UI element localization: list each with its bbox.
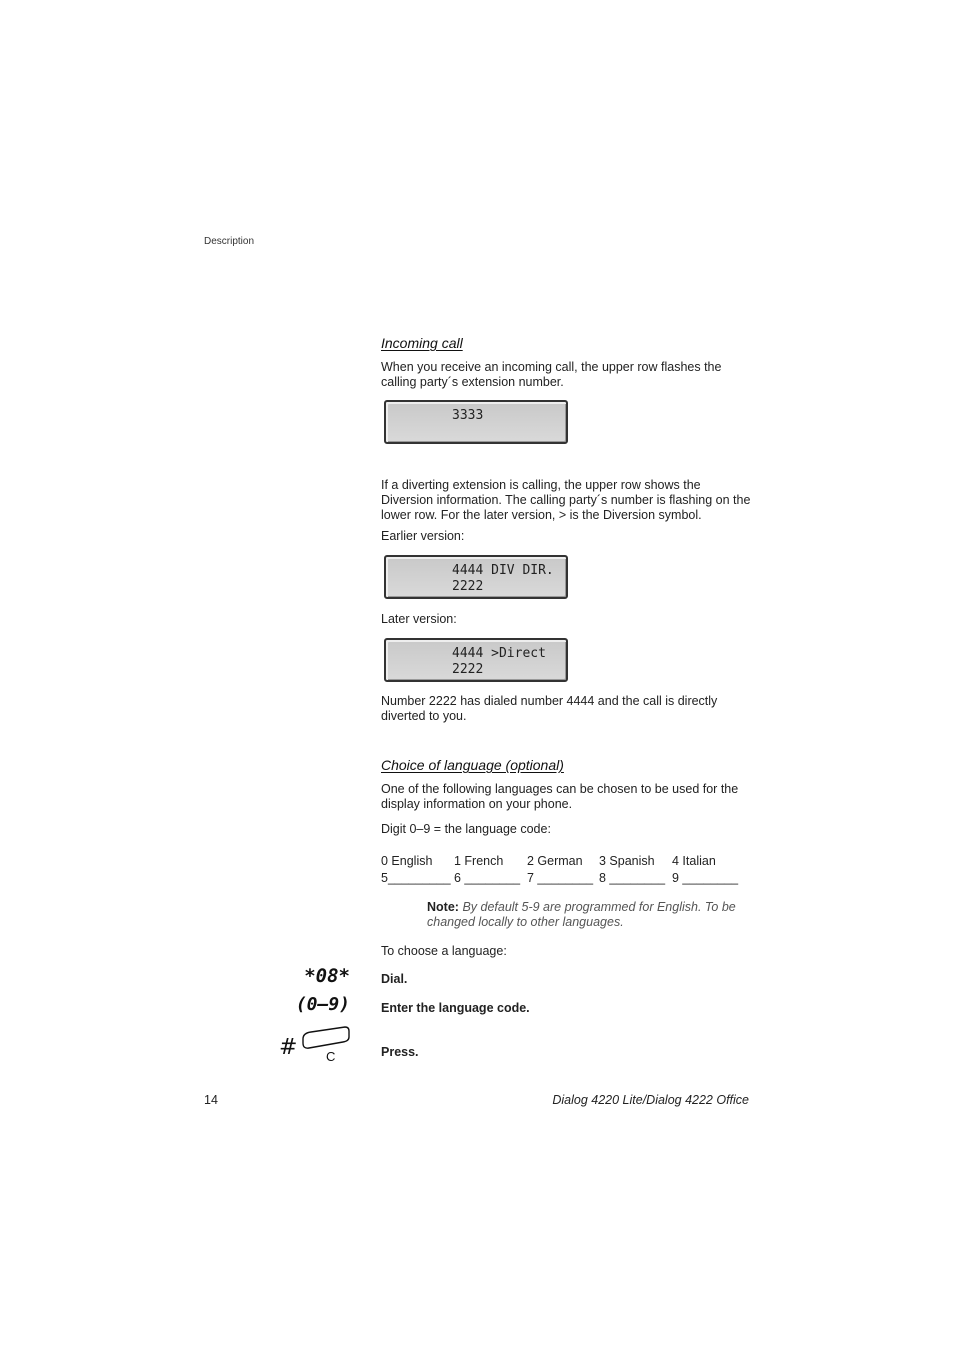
note — [427, 900, 747, 930]
display-line-1: 4444 DIV DIR. — [452, 563, 554, 578]
section-header: Description — [204, 236, 255, 247]
hash-key: # — [279, 1035, 298, 1060]
language-blank-9: 9 ________ — [672, 871, 739, 885]
language-code-0: 0 English — [381, 854, 433, 868]
language-blank-6: 6 ________ — [454, 871, 521, 885]
incoming-call-heading: Incoming call — [381, 335, 463, 351]
product-name: Dialog 4220 Lite/Dialog 4222 Office — [552, 1093, 749, 1107]
language-blank-8: 8 ________ — [599, 871, 666, 885]
language-heading: Choice of language (optional) — [381, 757, 564, 773]
diversion-text: If a diverting extension is calling, the upper row shows the Diversion information. The calling party´s number is flashing on the lower row. For the later version, > is the Diversion symbol. — [381, 478, 751, 522]
dial-code-key: *08* — [304, 965, 350, 987]
display-line-2: 2222 — [452, 662, 484, 677]
language-code-3: 3 Spanish — [599, 854, 655, 868]
display-line-1: 4444 >Direct — [452, 646, 546, 661]
note-label: Note: — [427, 900, 459, 914]
display-line-1: 3333 — [452, 408, 484, 423]
display-line-2: 2222 — [452, 579, 484, 594]
language-blank-5: 5_________ — [381, 871, 451, 885]
incoming-call-text: When you receive an incoming call, the upper row flashes the calling party´s extension number. — [381, 360, 722, 389]
language-code-4: 4 Italian — [672, 854, 716, 868]
step-enter-text: Enter the language code. — [381, 1001, 530, 1015]
clear-key-label: C — [326, 1049, 336, 1064]
choose-language-text: To choose a language: — [381, 944, 507, 958]
language-code-text: Digit 0–9 = the language code: — [381, 822, 551, 836]
language-code-key: (0–9) — [295, 994, 350, 1015]
language-intro-text: One of the following languages can be chosen to be used for the display information on your phone. — [381, 782, 739, 811]
clear-key-icon — [299, 1025, 351, 1055]
language-code-2: 2 German — [527, 854, 583, 868]
display-later — [384, 638, 568, 682]
display-earlier — [384, 555, 568, 599]
step-dial-text: Dial. — [381, 972, 408, 986]
later-version-label: Later version: — [381, 612, 457, 626]
page-number: 14 — [204, 1093, 218, 1107]
hash-clear-key — [279, 1025, 354, 1067]
earlier-version-label: Earlier version: — [381, 529, 465, 543]
step-press-text: Press. — [381, 1045, 419, 1059]
note-text: By default 5-9 are programmed for English. To be changed locally to other languages. — [427, 900, 736, 929]
language-blank-7: 7 ________ — [527, 871, 594, 885]
diversion-example-text: Number 2222 has dialed number 4444 and the call is directly diverted to you. — [381, 694, 718, 723]
language-code-1: 1 French — [454, 854, 504, 868]
display-incoming — [384, 400, 568, 444]
